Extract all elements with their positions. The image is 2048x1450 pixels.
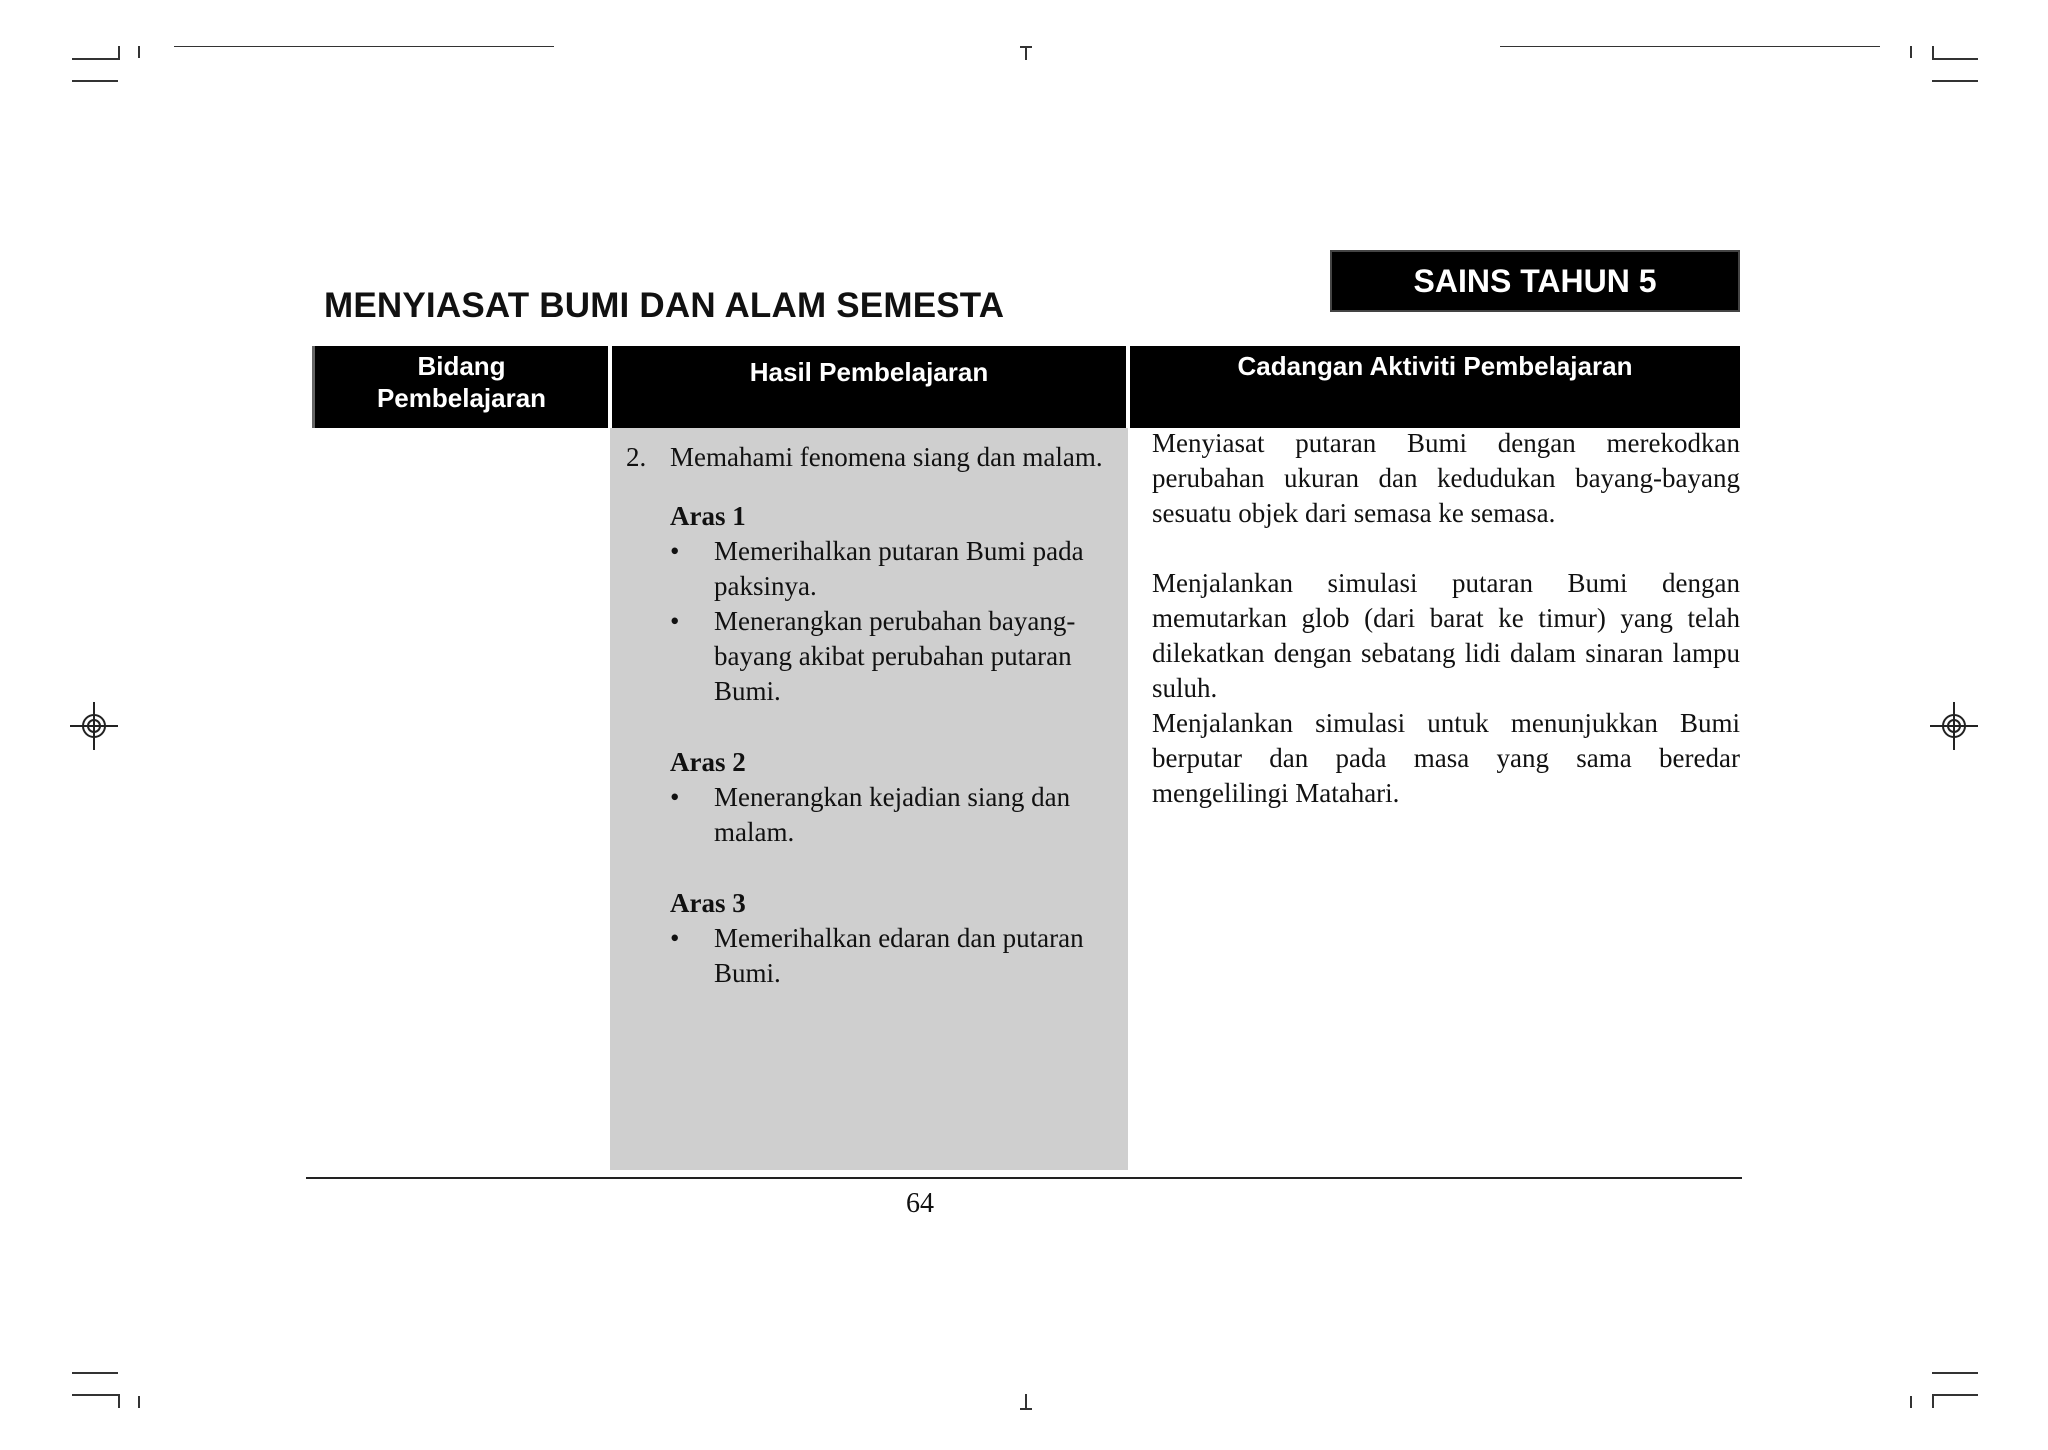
- activity-paragraph: [1152, 426, 1740, 531]
- header-col1-line2: Pembelajaran: [376, 383, 547, 413]
- level-item-text: Memerihalkan edaran dan putaran Bumi.: [714, 923, 1084, 988]
- bullet-icon: •: [670, 536, 680, 566]
- level-item-text: Memerihalkan putaran Bumi pada paksinya.: [714, 536, 1084, 601]
- subject-badge: SAINS TAHUN 5: [1330, 250, 1740, 312]
- level-item-text: Menerangkan kejadian siang dan malam.: [714, 782, 1071, 847]
- bullet-icon: •: [670, 923, 680, 953]
- level-label: Aras 3: [670, 888, 746, 918]
- bullet-icon: •: [670, 606, 680, 636]
- registration-mark-icon: [70, 702, 118, 750]
- bullet-icon: •: [670, 782, 680, 812]
- registration-mark-icon: [1930, 702, 1978, 750]
- header-cadangan-aktiviti: Cadangan Aktiviti Pembelajaran: [1130, 346, 1740, 428]
- header-hasil-pembelajaran: Hasil Pembelajaran: [612, 346, 1126, 428]
- activity-text: Menjalankan simulasi untuk menunjukkan Bumi berputar dan pada masa yang sama beredar mengelilingi Matahari.: [1152, 708, 1740, 808]
- page-number: 64: [906, 1188, 934, 1219]
- level-label: Aras 1: [670, 501, 746, 531]
- activity-text: Menyiasat putaran Bumi dengan merekodkan perubahan ukuran dan kedudukan bayang-bayang sesuatu objek dari semasa ke semasa.: [1152, 428, 1740, 528]
- outcome-text: Memahami fenomena siang dan malam.: [670, 442, 1103, 472]
- learning-outcomes-column: [610, 428, 1128, 1170]
- activity-text: Menjalankan simulasi putaran Bumi dengan memutarkan glob (dari barat ke timur) yang telah dilekatkan dengan sebatang lidi dalam sinaran lampu suluh.: [1152, 568, 1740, 703]
- header-col1-line1: Bidang: [417, 351, 506, 381]
- activity-paragraph: [1152, 566, 1740, 706]
- outcome-number: 2.: [626, 442, 647, 472]
- level-label: Aras 2: [670, 747, 746, 777]
- level-item-text: Menerangkan perubahan bayang-bayang akibat perubahan putaran Bumi.: [714, 606, 1076, 706]
- footer-divider: [306, 1177, 1742, 1179]
- activity-paragraph: [1152, 706, 1740, 811]
- header-bidang-pembelajaran: [312, 346, 608, 428]
- page-title: MENYIASAT BUMI DAN ALAM SEMESTA: [324, 286, 1005, 325]
